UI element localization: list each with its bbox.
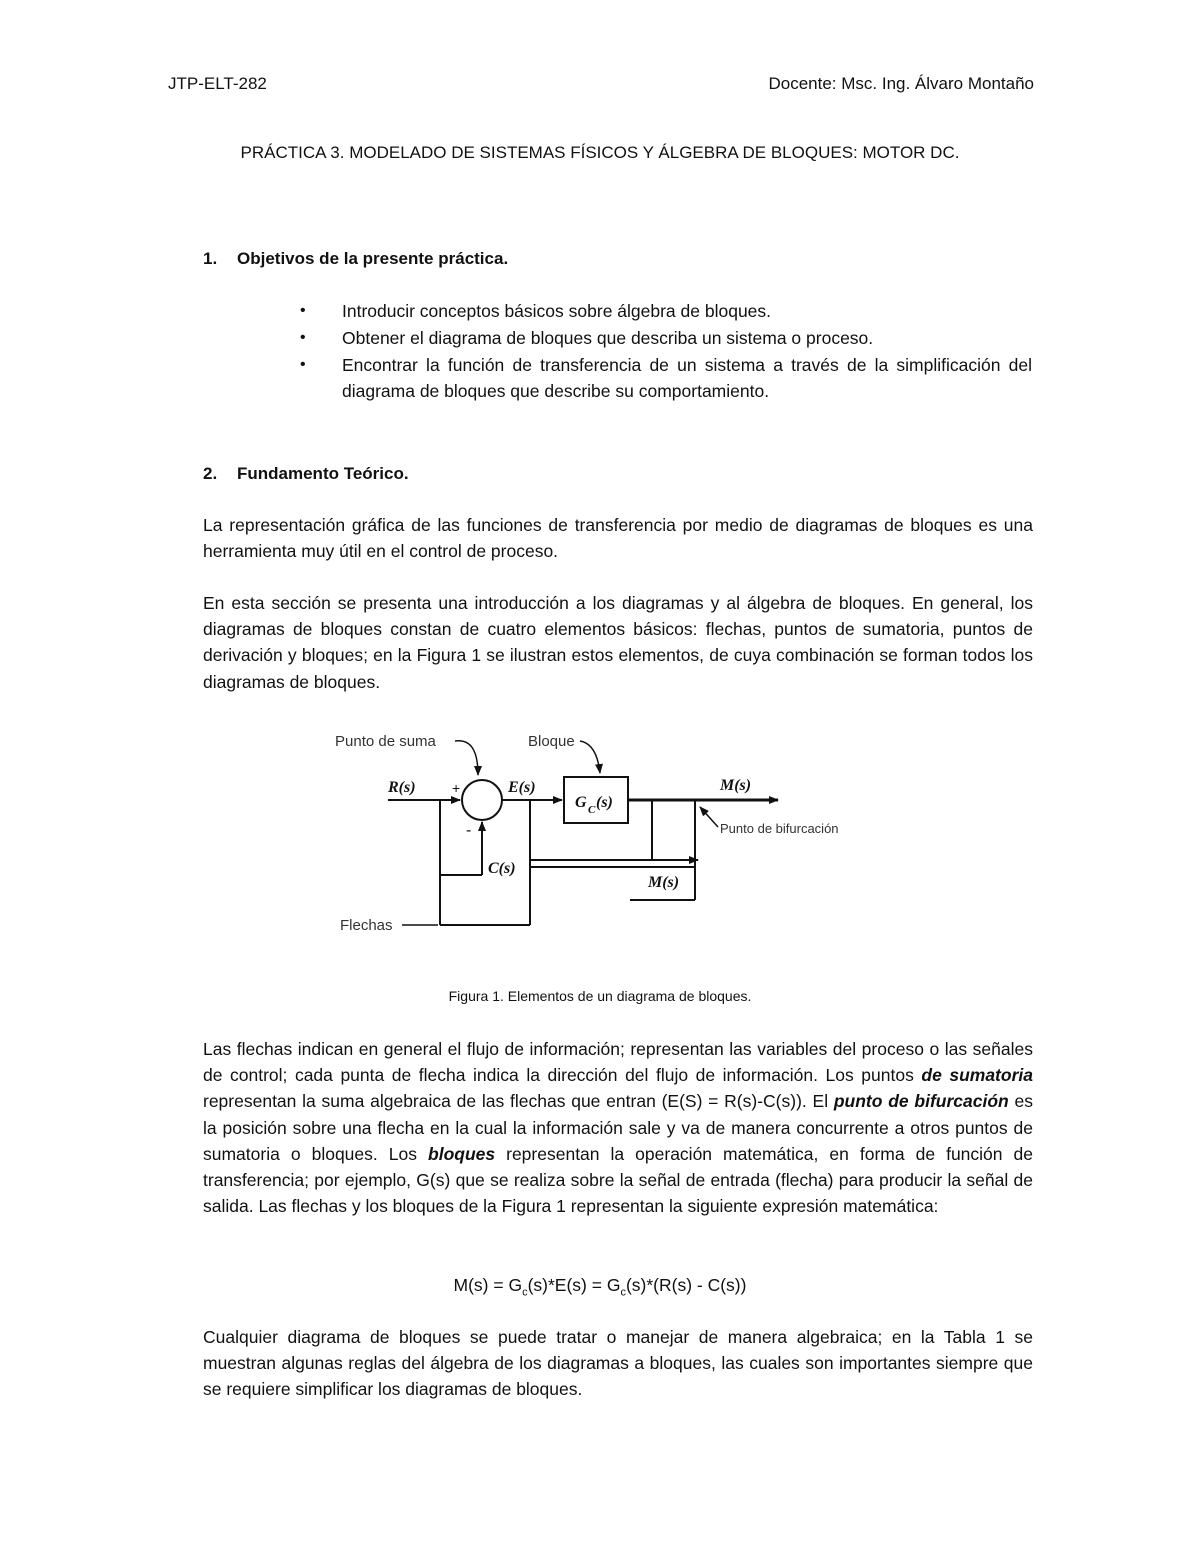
list-item-text: Introducir conceptos básicos sobre álgebra de bloques. [342, 301, 772, 321]
paragraph-intro: La representación gráfica de las funciones de transferencia por medio de diagramas de bloques es una herramienta muy útil en el control de proceso. [203, 515, 1033, 562]
list-item-text: Obtener el diagrama de bloques que describa un sistema o proceso. [342, 328, 874, 348]
label-flechas: Flechas [340, 917, 393, 934]
section-title: Objetivos de la presente práctica. [237, 249, 509, 268]
list-item [300, 325, 1032, 351]
label-output: M(s) [720, 777, 752, 794]
pointer-block [580, 741, 600, 773]
pointer-sum [455, 741, 478, 775]
label-plus: + [452, 780, 461, 796]
section-heading-objectives [203, 249, 508, 269]
list-item [300, 298, 1032, 324]
paragraph-explanation [203, 1036, 1033, 1219]
section-number: 2. [203, 464, 218, 483]
label-feedback: C(s) [488, 860, 516, 877]
term-bloques: bloques [428, 1143, 496, 1164]
equation-part: (s)*E(s) = G [527, 1275, 621, 1295]
label-bloque: Bloque [528, 733, 575, 750]
section-title: Fundamento Teórico. [237, 464, 409, 483]
text-run: representan la operación matemática, en forma de función de transferencia; por ejemplo, G(s) que se realiza sobre la señal de entrada (flecha) para producir la señal de salida. Las flechas y los bloques de la Figura 1 representan la siguiente expresión matemática: [203, 1143, 1033, 1217]
block-diagram-figure [330, 725, 890, 940]
text-run: representan la suma algebraica de las flechas que entran (E(S) = R(s)-C(s)). El [203, 1091, 834, 1112]
equation-subscript: c [522, 1286, 528, 1299]
label-block-g: G [575, 794, 587, 811]
label-branch-output: M(s) [648, 874, 680, 891]
section-heading-theory [203, 464, 409, 484]
paragraph-elements: En esta sección se presenta una introducción a los diagramas y al álgebra de bloques. En general, los diagramas de bloques constan de cuatro elementos básicos: flechas, puntos de sumatoria, puntos de derivación y bloques; en la Figura 1 se ilustran estos elementos, de cuya combinación se forman todos los diagramas de bloques. [203, 593, 1033, 692]
instructor-name: Docente: Msc. Ing. Álvaro Montaño [768, 74, 1034, 93]
equation-part: (s)*(R(s) - C(s)) [625, 1275, 747, 1295]
label-block-sub: C [588, 804, 596, 816]
page-title: PRÁCTICA 3. MODELADO DE SISTEMAS FÍSICOS Y ÁLGEBRA DE BLOQUES: MOTOR DC. [240, 143, 960, 162]
pointer-branch [700, 807, 718, 827]
summing-junction [462, 780, 502, 820]
text-run: Las flechas indican en general el flujo de información; representan las variables del proceso o las señales de control; cada punta de flecha indica la dirección del flujo de información. Los puntos [203, 1039, 1033, 1086]
bullet-icon: • [300, 329, 306, 346]
bullet-icon: • [300, 302, 306, 319]
term-bifurcacion: punto de bifurcación [833, 1091, 1009, 1112]
label-bifurcacion: Punto de bifurcación [720, 821, 839, 836]
equation [0, 1275, 1200, 1299]
list-item-text: Encontrar la función de transferencia de un sistema a través de la simplificación del diagrama de bloques que describe su comportamiento. [342, 355, 1032, 401]
term-sumatoria: de sumatoria [921, 1065, 1033, 1086]
figure-caption: Figura 1. Elementos de un diagrama de bloques. [448, 988, 752, 1004]
bullet-icon: • [300, 356, 306, 373]
list-item [300, 352, 1032, 404]
equation-part: M(s) = G [453, 1275, 523, 1295]
course-code: JTP-ELT-282 [168, 74, 267, 93]
label-punto-suma: Punto de suma [335, 733, 436, 750]
label-minus: - [466, 822, 472, 839]
paragraph-algebra: Cualquier diagrama de bloques se puede tratar o manejar de manera algebraica; en la Tabla 1 se muestran algunas reglas del álgebra de los diagramas a bloques, las cuales son importantes siempre que se requiere simplificar los diagramas de bloques. [203, 1327, 1033, 1400]
equation-subscript: c [620, 1286, 626, 1299]
text-run: es la posición sobre una flecha en la cual la información sale y va de manera concurrente a otros puntos de sumatoria o bloques. Los [203, 1091, 1033, 1164]
label-error: E(s) [508, 779, 536, 796]
section-number: 1. [203, 249, 218, 268]
label-block-s: (s) [596, 794, 613, 811]
label-input: R(s) [388, 779, 416, 796]
